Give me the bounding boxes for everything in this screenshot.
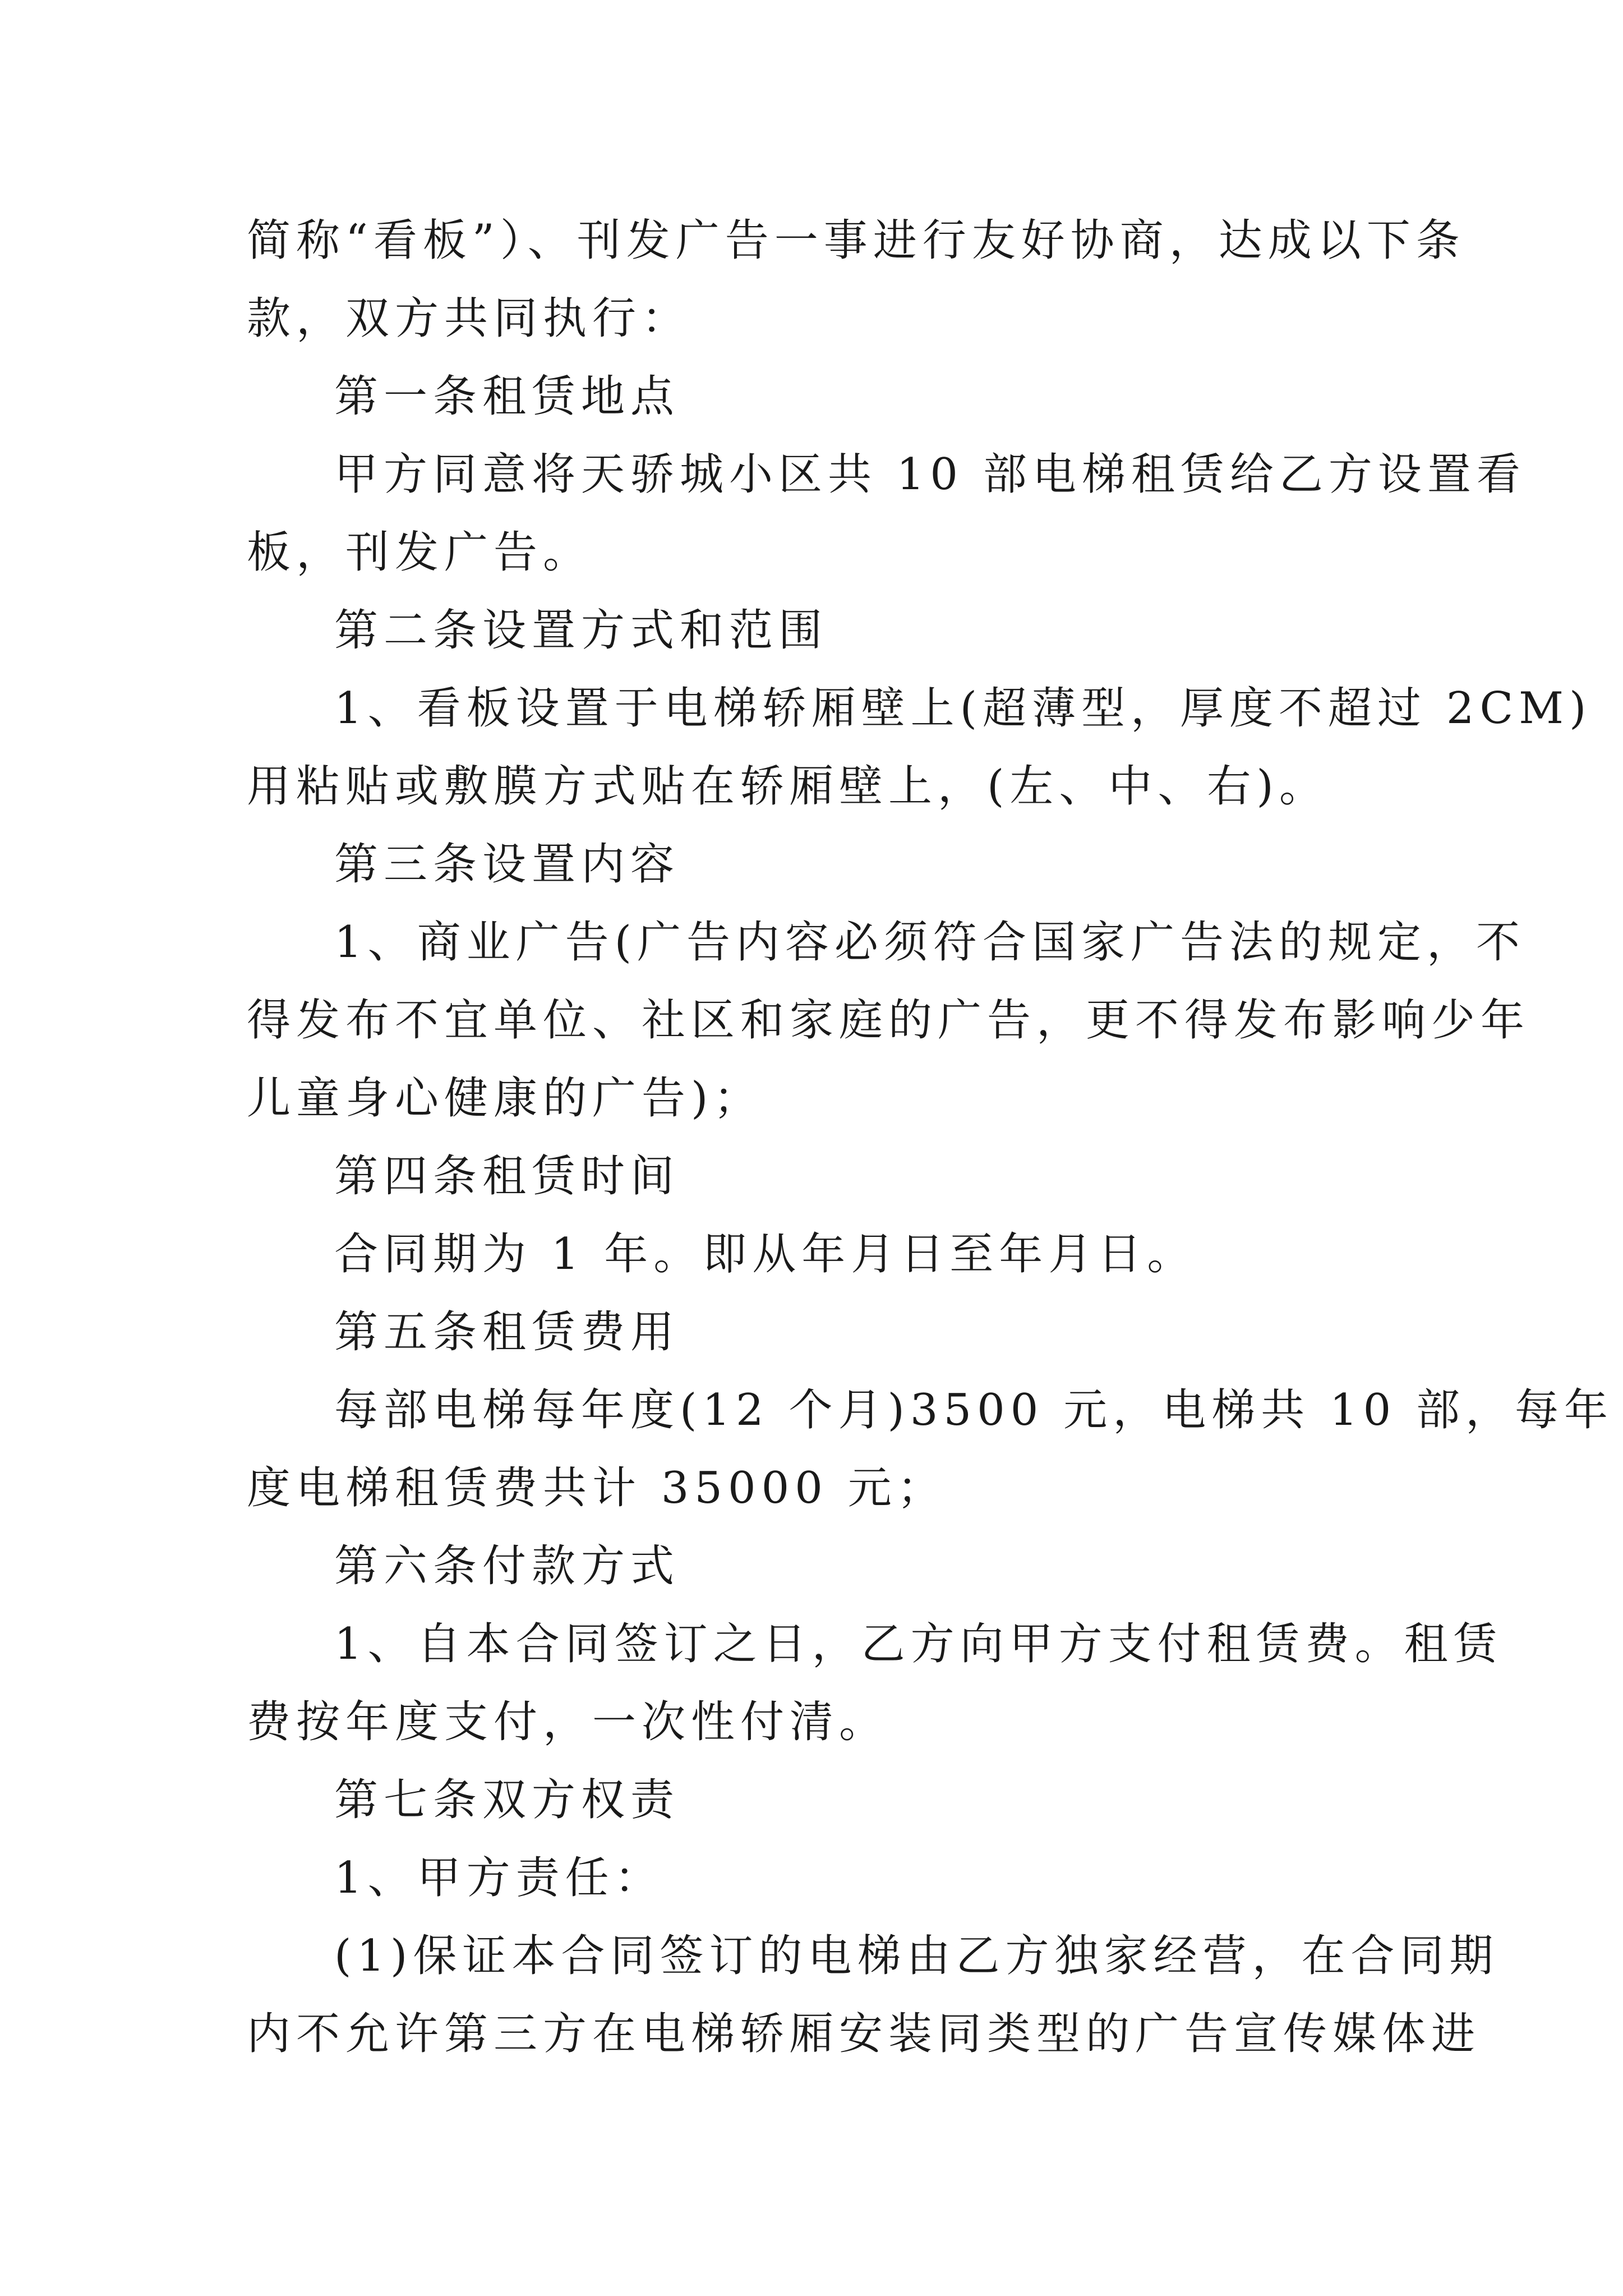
text-line: (1)保证本合同签订的电梯由乙方独家经营，在合同期 [334, 1931, 1499, 1981]
document-body [247, 202, 1614, 2073]
text-line: 度电梯租赁费共计 35000 元； [247, 1463, 947, 1513]
section-heading-lease-location: 第一条租赁地点 [334, 371, 680, 422]
text-line: 每部电梯每年度(12 个月)3500 元，电梯共 10 部，每年 [334, 1385, 1614, 1435]
text-line: 儿童身心健康的广告)； [247, 1073, 763, 1124]
section-heading-lease-term: 第四条租赁时间 [334, 1151, 680, 1202]
section-heading-setup-content: 第三条设置内容 [334, 839, 680, 890]
text-line: 简称“看板”）、刊发广告一事进行友好协商，达成以下条 [247, 215, 1465, 266]
text-line: 内不允许第三方在电梯轿厢安装同类型的广告宣传媒体进 [247, 2009, 1481, 2059]
text-line: 板，刊发广告。 [247, 527, 593, 578]
text-line: 合同期为 1 年。即从年月日至年月日。 [334, 1229, 1197, 1280]
text-line: 1、自本合同签订之日，乙方向甲方支付租赁费。租赁 [334, 1619, 1503, 1669]
text-line: 1、看板设置于电梯轿厢壁上(超薄型，厚度不超过 2CM) [334, 683, 1592, 734]
text-line: 费按年度支付，一次性付清。 [247, 1697, 889, 1747]
text-line: 得发布不宜单位、社区和家庭的广告，更不得发布影响少年 [247, 995, 1530, 1046]
text-line: 款，双方共同执行： [247, 293, 691, 344]
text-line: 1、甲方责任： [334, 1853, 664, 1903]
section-heading-setup-method: 第二条设置方式和范围 [334, 605, 828, 656]
text-line: 用粘贴或敷膜方式贴在轿厢壁上，(左、中、右)。 [247, 761, 1329, 812]
section-heading-lease-fee: 第五条租赁费用 [334, 1307, 680, 1358]
text-line: 1、商业广告(广告内容必须符合国家广告法的规定，不 [334, 917, 1526, 968]
section-heading-rights-duties: 第七条双方权责 [334, 1775, 680, 1825]
text-line: 甲方同意将天骄城小区共 10 部电梯租赁给乙方设置看 [334, 449, 1526, 500]
section-heading-payment-method: 第六条付款方式 [334, 1541, 680, 1591]
